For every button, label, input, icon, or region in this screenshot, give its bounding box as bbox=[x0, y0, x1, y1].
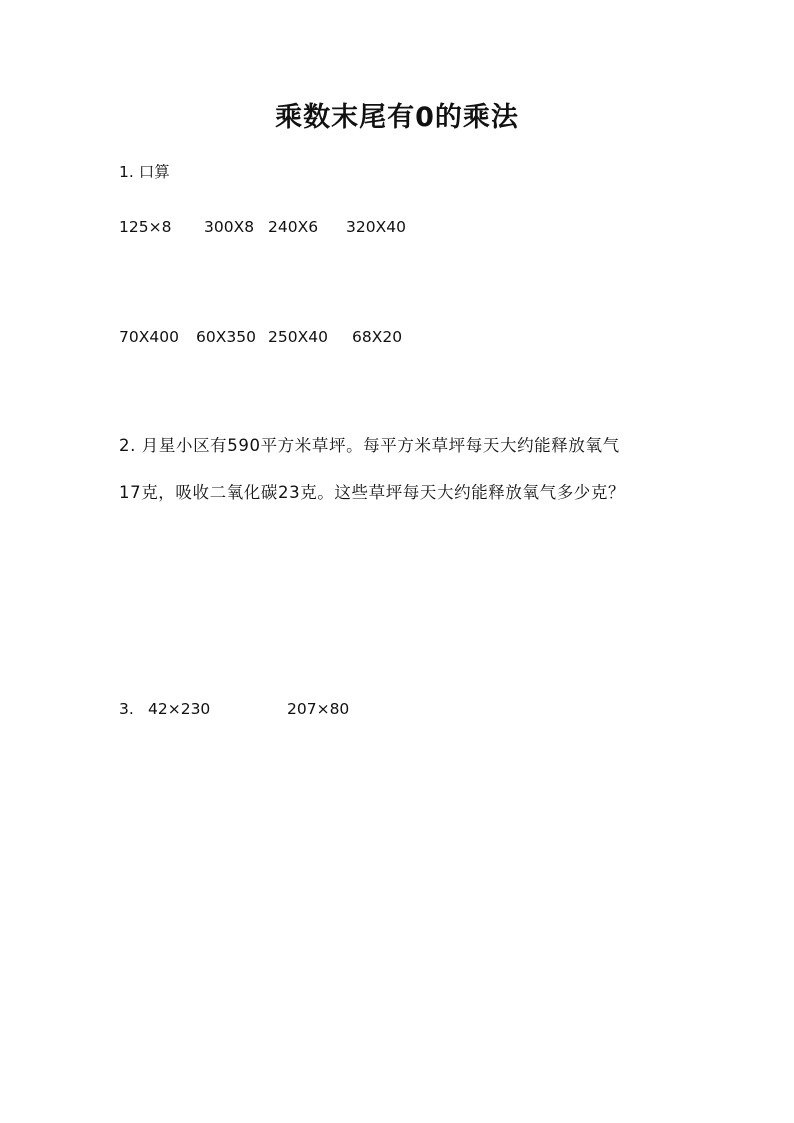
mental-calc-item: 68X20 bbox=[352, 328, 403, 346]
mental-calc-item: 240X6 bbox=[268, 218, 319, 236]
question-3 bbox=[119, 697, 349, 721]
question-1-row-1 bbox=[119, 215, 406, 239]
mental-calc-item: 70X400 bbox=[119, 328, 179, 346]
question-3-number: 3. bbox=[119, 700, 134, 718]
mental-calc-item: 125×8 bbox=[119, 218, 172, 236]
page-title: 乘数末尾有0的乘法 bbox=[275, 102, 519, 133]
question-1-row-2 bbox=[119, 325, 402, 349]
mental-calc-item: 320X40 bbox=[346, 218, 406, 236]
question-2-text-line-1: 2. 月星小区有590平方米草坪。每平方米草坪每天大约能释放氧气 bbox=[119, 436, 620, 455]
written-calc-item: 42×230 bbox=[148, 700, 211, 718]
question-1-heading: 1. 口算 bbox=[119, 163, 170, 181]
mental-calc-item: 300X8 bbox=[204, 218, 255, 236]
question-2-text-line-2: 17克，吸收二氧化碳23克。这些草坪每天大约能释放氧气多少克？ bbox=[119, 483, 626, 502]
mental-calc-item: 60X350 bbox=[196, 328, 256, 346]
written-calc-item: 207×80 bbox=[287, 700, 350, 718]
mental-calc-item: 250X40 bbox=[268, 328, 328, 346]
